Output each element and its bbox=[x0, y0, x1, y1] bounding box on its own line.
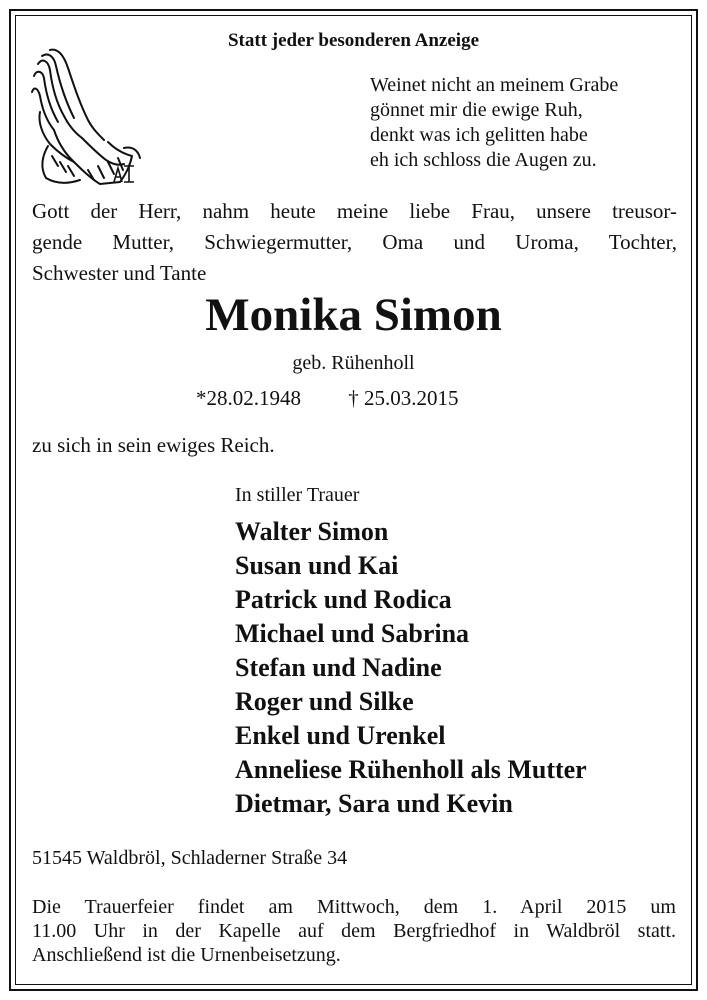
intro-line: Schwester und Tante bbox=[32, 261, 207, 285]
life-dates bbox=[196, 386, 459, 411]
poem-line: gönnet mir die ewige Ruh, bbox=[370, 99, 583, 121]
mourner-entry: Roger und Silke bbox=[235, 687, 414, 716]
intro-paragraph bbox=[32, 196, 677, 289]
closing-line: zu sich in sein ewiges Reich. bbox=[32, 433, 275, 457]
intro-line: gende Mutter, Schwiegermutter, Oma und Uroma, Tochter, bbox=[32, 230, 677, 254]
birth-date: *28.02.1948 bbox=[196, 386, 301, 410]
mourner-entry: Dietmar, Sara und Kevin bbox=[235, 789, 513, 818]
deceased-name: Monika Simon bbox=[205, 289, 502, 341]
mourner-entry: Patrick und Rodica bbox=[235, 585, 452, 614]
mourner-entry: Walter Simon bbox=[235, 517, 389, 546]
funeral-line: 11.00 Uhr in der Kapelle auf dem Bergfriedhof in Waldbröl statt. bbox=[32, 920, 676, 942]
maiden-name: geb. Rühenholl bbox=[292, 352, 415, 374]
poem-line: eh ich schloss die Augen zu. bbox=[370, 149, 597, 171]
poem-line: Weinet nicht an meinem Grabe bbox=[370, 74, 619, 96]
praying-hands-icon bbox=[28, 42, 148, 190]
address: 51545 Waldbröl, Schladerner Straße 34 bbox=[32, 847, 348, 869]
mourning-label: In stiller Trauer bbox=[235, 484, 360, 506]
mourner-entry: Michael und Sabrina bbox=[235, 619, 470, 648]
poem bbox=[370, 73, 618, 173]
mourners-list bbox=[235, 515, 587, 821]
funeral-line: Anschließend ist die Urnenbeisetzung. bbox=[32, 944, 341, 966]
funeral-line: Die Trauerfeier findet am Mittwoch, dem 1. April 2015 um bbox=[32, 896, 676, 918]
mourner-entry: Susan und Kai bbox=[235, 551, 399, 580]
notice-heading: Statt jeder besonderen Anzeige bbox=[227, 30, 480, 51]
mourner-entry: Anneliese Rühenholl als Mutter bbox=[235, 755, 587, 784]
mourner-entry: Stefan und Nadine bbox=[235, 653, 442, 682]
mourner-entry: Enkel und Urenkel bbox=[235, 721, 446, 750]
funeral-info bbox=[32, 895, 676, 967]
poem-line: denkt was ich gelitten habe bbox=[370, 124, 588, 146]
intro-line: Gott der Herr, nahm heute meine liebe Frau, unsere treusor- bbox=[32, 199, 677, 223]
death-date: † 25.03.2015 bbox=[348, 386, 459, 410]
